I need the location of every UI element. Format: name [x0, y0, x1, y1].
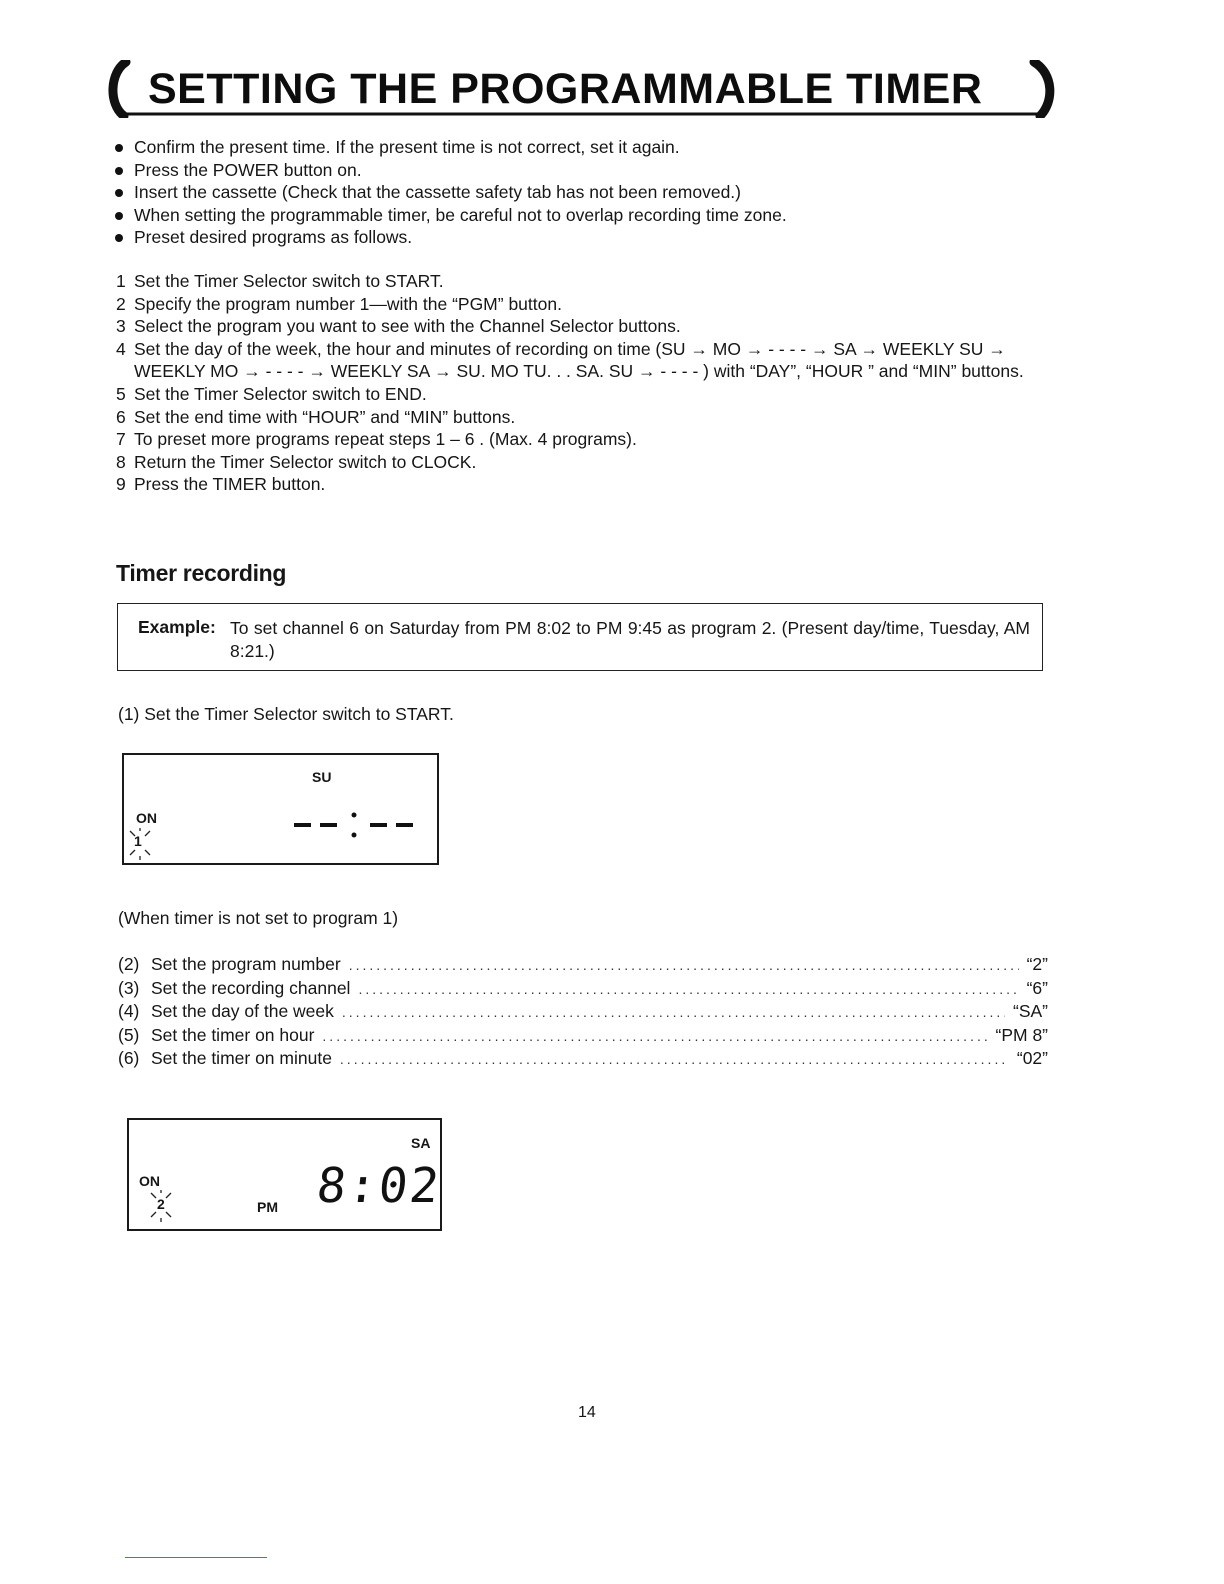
lcd-display-program: [127, 1118, 442, 1231]
step-item: [116, 315, 1056, 338]
step-number: 9: [116, 474, 126, 495]
step-number: 6: [116, 406, 126, 427]
example-label: Example:: [138, 617, 216, 637]
step-text: Set the Timer Selector switch to START.: [134, 271, 444, 291]
leader-dots: [349, 954, 1019, 977]
step-item: [116, 383, 1056, 406]
setting-label: Set the timer on hour: [151, 1024, 315, 1045]
setting-row: [118, 1000, 1048, 1024]
step-number: 4: [116, 338, 126, 359]
setting-row: [118, 977, 1048, 1001]
note-text: (When timer is not set to program 1): [118, 908, 399, 928]
step-text: Press the TIMER button.: [134, 474, 326, 495]
list-item: Preset desired programs as follows.: [114, 226, 1074, 249]
step-number: 7: [116, 429, 126, 450]
step-item: [116, 270, 1056, 293]
lcd-on-label: ON: [136, 810, 157, 826]
step-number: 3: [116, 316, 126, 337]
setting-index: (2): [118, 954, 140, 974]
setting-row: [118, 1024, 1048, 1048]
step-text: Set the day of the week, the hour and minutes of recording on time (SU → MO → - - - - → SA → WEEKLY SU → WEEKLY MO → - - - - → WEEKLY SA → SU. MO TU. . . SA. SU → - - - - ) with “DAY”, “HOUR ” and “MIN” buttons.: [134, 338, 1024, 382]
lcd-program-number: 1: [134, 833, 142, 849]
step-text: To preset more programs repeat steps 1 – 6 . (Max. 4 programs).: [134, 429, 637, 450]
setting-label: Set the day of the week: [151, 1001, 334, 1022]
setting-row: [118, 1047, 1048, 1071]
list-item: Press the POWER button on.: [114, 159, 1074, 182]
leader-dots: [340, 1048, 1009, 1071]
lcd-time: 8:02: [314, 1158, 444, 1214]
setting-value: “02”: [1016, 1048, 1048, 1069]
step-item: [116, 428, 1056, 451]
lcd-day: SA: [411, 1135, 431, 1151]
step-number: 2: [116, 293, 126, 314]
step-item: [116, 338, 1056, 383]
step-item: [116, 406, 1056, 429]
step-list: [116, 270, 1056, 496]
setting-index: (3): [118, 977, 140, 998]
setting-label: Set the timer on minute: [151, 1048, 332, 1069]
setting-label: Set the recording channel: [151, 977, 351, 998]
setting-label: Set the program number: [151, 954, 341, 974]
step-text: Return the Timer Selector switch to CLOCK.: [134, 451, 477, 472]
example-text: To set channel 6 on Saturday from PM 8:02 to PM 9:45 as program 2. (Present day/time, Tuesday, AM 8:21.): [230, 618, 1030, 661]
section-heading: Timer recording: [116, 560, 287, 586]
step-number: 5: [116, 383, 126, 404]
setting-row: [118, 953, 1048, 977]
list-item: Insert the cassette (Check that the cassette safety tab has not been removed.): [114, 181, 1074, 204]
page-title: SETTING THE PROGRAMMABLE TIMER: [148, 65, 983, 113]
setting-index: (6): [118, 1048, 140, 1069]
lcd-time-dashes: [290, 805, 420, 845]
example-box: [117, 603, 1043, 671]
leader-dots: [358, 978, 1018, 1001]
step-item: [116, 451, 1056, 474]
page-number: 14: [578, 1404, 596, 1421]
list-item: Confirm the present time. If the present time is not correct, set it again.: [114, 136, 1074, 159]
lcd-display-start: [122, 753, 439, 865]
step-item: [116, 293, 1056, 316]
title-banner: [104, 60, 1060, 118]
precondition-list: [114, 136, 1074, 249]
setting-value: “SA”: [1013, 1001, 1048, 1022]
step-number: 8: [116, 451, 126, 472]
step-text: Set the Timer Selector switch to END.: [134, 383, 427, 404]
leader-dots: [342, 1001, 1005, 1024]
step-number: 1: [116, 271, 126, 291]
step-1-text: (1) Set the Timer Selector switch to START.: [118, 704, 454, 724]
lcd-day: SU: [312, 769, 332, 785]
setting-value: “6”: [1026, 977, 1048, 998]
leader-dots: [322, 1025, 987, 1048]
footer-rule: [125, 1557, 267, 1558]
setting-index: (5): [118, 1024, 140, 1045]
list-item: When setting the programmable timer, be careful not to overlap recording time zone.: [114, 204, 1074, 227]
step-text: Set the end time with “HOUR” and “MIN” buttons.: [134, 406, 516, 427]
setting-value: “2”: [1026, 954, 1048, 974]
settings-list: [118, 953, 1048, 1071]
step-text: Select the program you want to see with the Channel Selector buttons.: [134, 316, 681, 337]
setting-index: (4): [118, 1001, 140, 1022]
lcd-on-label: ON: [139, 1173, 160, 1189]
setting-value: “PM 8”: [995, 1024, 1048, 1045]
lcd-pm-label: PM: [257, 1199, 278, 1215]
step-item: [116, 473, 1056, 496]
lcd-program-number: 2: [157, 1196, 165, 1212]
step-text: Specify the program number 1—with the “PGM” button.: [134, 293, 562, 314]
